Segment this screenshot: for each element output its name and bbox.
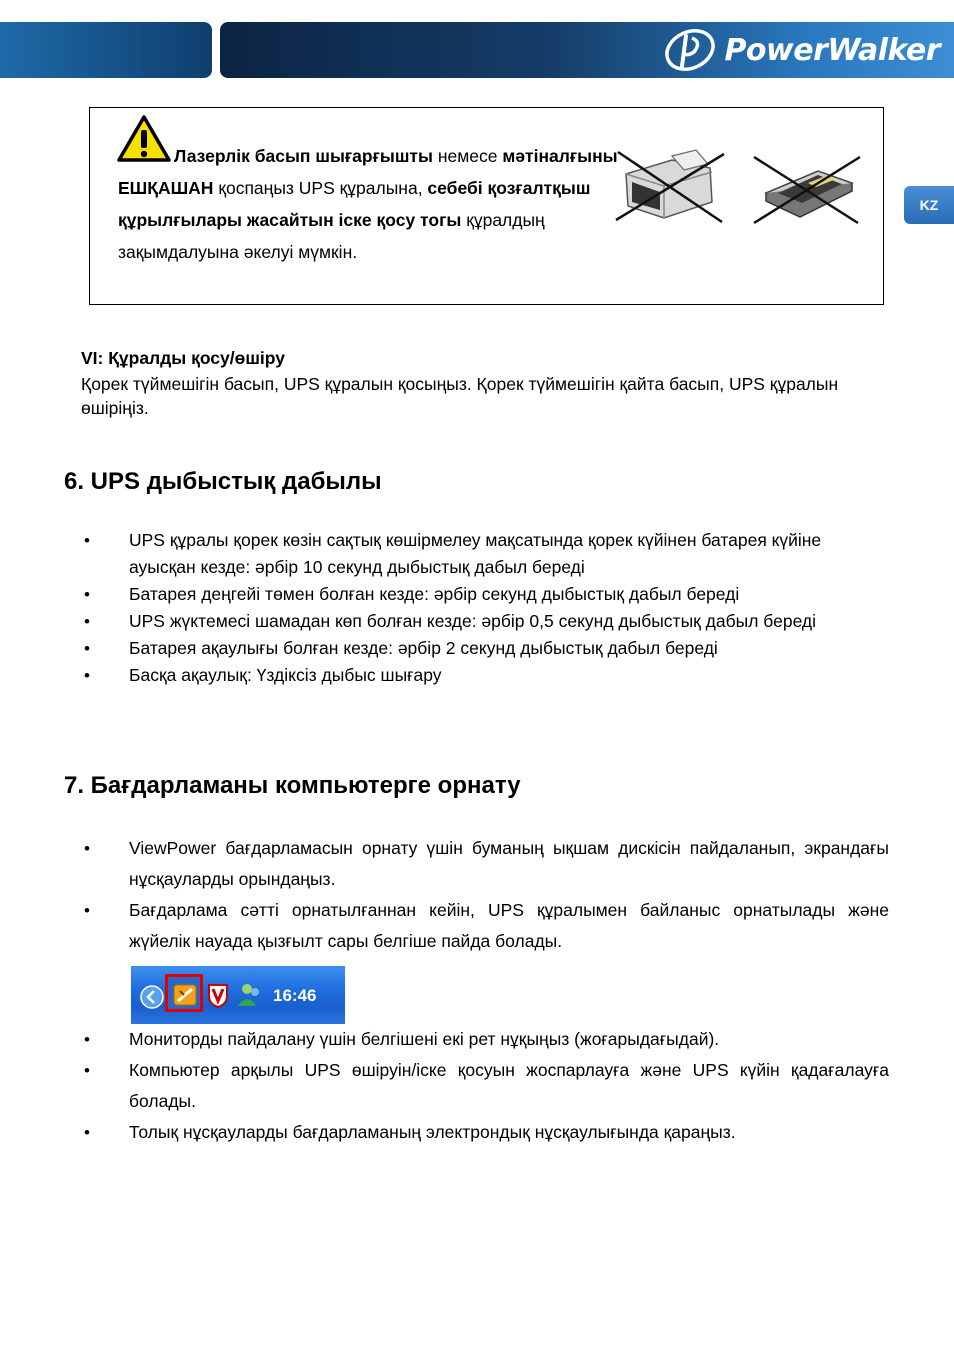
list-item [0,1055,889,1117]
section-vi-body: Қорек түймешігін басып, UPS құралын қосыңыз. Қорек түймешігін қайта басып, UPS құралын өшіріңіз. [81,374,839,418]
section-6-heading: 6. UPS дыбыстық дабылы [64,468,382,495]
section-vi-title: VI: Құралды қосу/өшіру [81,348,285,368]
system-tray-screenshot [131,966,345,1024]
ups-tray-icon-highlight [165,974,203,1012]
section-7-heading: 7. Бағдарламаны компьютерге орнату [64,772,521,799]
bullet-icon: • [84,1061,90,1080]
user-messenger-icon[interactable] [235,982,263,1008]
brand-logo [662,28,940,72]
list-item-text: Батарея деңгейі төмен болған кезде: әрбір секунд дыбыстық дабыл береді [129,584,740,604]
list-item [0,895,889,957]
header-left-bar [0,22,212,78]
list-item [0,608,889,635]
scanner-crossed-icon [748,153,864,227]
tray-expand-arrow-icon [139,984,165,1010]
bullet-icon: • [84,839,90,858]
bullet-icon: • [84,531,90,550]
bullet-icon: • [84,639,90,658]
tray-clock: 16:46 [273,986,317,1005]
powerwalker-logo-icon [662,28,718,72]
list-item [0,1117,889,1148]
antivirus-shield-icon[interactable] [207,982,229,1008]
list-item-text: ViewPower бағдарламасын орнату үшін буманың ықшам дискісін пайдаланып, экрандағы нұсқауларды орындаңыз. [129,838,889,889]
warning-bold-3: себебі қозғалтқыш құрылғылары жасайтын іске қосу тогы [118,178,591,230]
section-7-list-bottom [0,1024,954,1148]
warning-text-4: құралдың зақымдалуына әкелуі мүмкін. [118,210,545,262]
list-item-text: Басқа ақаулық: Үздіксіз дыбыс шығару [129,665,442,685]
list-item [0,1024,889,1055]
header-bar [220,22,954,78]
list-item [0,581,889,608]
list-item-text: Мониторды пайдалану үшін белгішені екі рет нұқыңыз (жоғарыдағыдай). [129,1029,720,1049]
brand-name: PowerWalker [724,32,940,68]
list-item-text: Бағдарлама сәтті орнатылғаннан кейін, UPS құралымен байланыс орнатылады және жүйелік науада қызғылт сары белгіше пайда болады. [129,900,889,951]
warning-text [118,140,628,268]
bullet-icon: • [84,1123,90,1142]
language-badge: KZ [904,186,954,224]
bullet-icon: • [84,612,90,631]
list-item [0,833,889,895]
list-item-text: Компьютер арқылы UPS өшіруін/іске қосуын жоспарлауға және UPS күйін қадағалауға болады. [129,1060,889,1111]
warning-text-2: немесе [432,146,503,166]
bullet-icon: • [84,666,90,685]
warning-bold-2: мәтіналғыны ЕШҚАШАН [118,146,618,198]
warning-box [89,107,884,305]
list-item [0,635,889,662]
list-item-text: Батарея ақаулығы болған кезде: әрбір 2 секунд дыбыстық дабыл береді [129,638,718,658]
viewpower-ups-icon[interactable] [172,981,198,1007]
list-item [0,527,889,581]
bullet-icon: • [84,901,90,920]
warning-bold-1: Лазерлік басып шығарғышты [174,146,433,166]
list-item-text: Толық нұсқауларды бағдарламаның электрондық нұсқаулығында қараңыз. [129,1122,736,1142]
warning-text-3: қоспаңыз UPS құралына, [213,178,428,198]
bullet-icon: • [84,1030,90,1049]
bullet-icon: • [84,585,90,604]
list-item [0,662,889,689]
list-item-text: UPS жүктемесі шамадан көп болған кезде: әрбір 0,5 секунд дыбыстық дабыл береді [129,611,817,631]
list-item-text: UPS құралы қорек көзін сақтық көшірмелеу мақсатында қорек күйінен батарея күйіне ауысқан кезде: әрбір 10 секунд дыбыстық дабыл береді [129,530,822,577]
section-6-list [0,527,954,689]
laser-printer-crossed-icon [612,146,730,228]
section-7-list-top [0,833,954,957]
